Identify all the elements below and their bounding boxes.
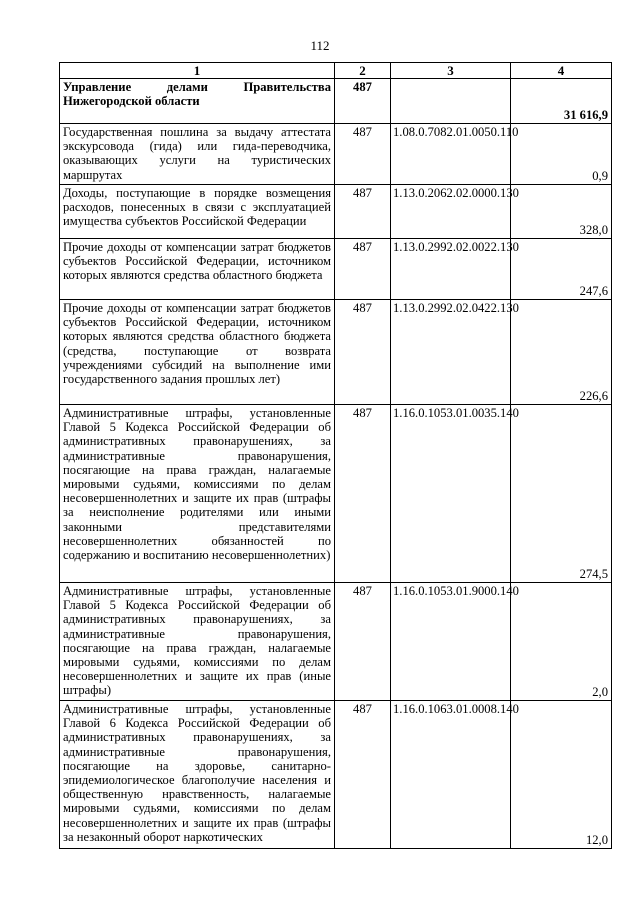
page-number: 112 xyxy=(310,38,330,53)
table-row xyxy=(60,124,612,185)
row-amount: 2,0 xyxy=(511,583,612,701)
table-header-row xyxy=(60,63,612,79)
row-amount: 247,6 xyxy=(511,239,612,300)
column-header-2: 2 xyxy=(335,63,391,79)
row-name: Доходы, поступающие в порядке возмещения расходов, понесенных в связи с эксплуатацией имущества субъектов Российской Федерации xyxy=(60,185,335,239)
row-name: Прочие доходы от компенсации затрат бюджетов субъектов Российской Федерации, источником которых являются средства областного бюджета xyxy=(60,239,335,300)
row-name: Административные штрафы, установленные Главой 6 Кодекса Российской Федерации об административных правонарушениях, за административные правонарушения, посягающие на здоровье, санитарно-эпидемиологическое благополучие населения и общественную нравственность, налагаемые мировыми судьями, комиссиями по делам несовершеннолетних и защите их прав (штрафы за незаконный оборот наркотических xyxy=(60,701,335,849)
revenue-table xyxy=(59,62,612,849)
row-revenue-code: 1.13.0.2992.02.0022.130 xyxy=(391,239,511,300)
table-row xyxy=(60,583,612,701)
row-admin-code: 487 xyxy=(335,300,391,405)
row-amount: 12,0 xyxy=(511,701,612,849)
row-amount: 226,6 xyxy=(511,300,612,405)
row-admin-code: 487 xyxy=(335,124,391,185)
row-admin-code: 487 xyxy=(335,239,391,300)
row-name: Административные штрафы, установленные Главой 5 Кодекса Российской Федерации об административных правонарушениях, за административные правонарушения, посягающие на права граждан, налагаемые мировыми судьями, комиссиями по делам несовершеннолетних и защите их прав (иные штрафы) xyxy=(60,583,335,701)
table-row xyxy=(60,79,612,124)
row-name: Административные штрафы, установленные Главой 5 Кодекса Российской Федерации об административных правонарушениях, за административные правонарушения, посягающие на права граждан, налагаемые мировыми судьями, комиссиями по делам несовершеннолетних и защите их прав (штрафы за неисполнение родителями или иными законными представителями несовершеннолетних обязанностей по содержанию и воспитанию несовершеннолетних) xyxy=(60,405,335,583)
row-revenue-code: 1.13.0.2992.02.0422.130 xyxy=(391,300,511,405)
row-name: Управление делами Правительства Нижегородской области xyxy=(60,79,335,124)
row-name: Государственная пошлина за выдачу аттестата экскурсовода (гида) или гида-переводчика, оказывающих услуги на туристических маршрутах xyxy=(60,124,335,185)
row-admin-code: 487 xyxy=(335,583,391,701)
row-admin-code: 487 xyxy=(335,79,391,124)
table-row xyxy=(60,239,612,300)
row-revenue-code xyxy=(391,79,511,124)
table-row xyxy=(60,185,612,239)
column-header-3: 3 xyxy=(391,63,511,79)
column-header-4: 4 xyxy=(511,63,612,79)
row-amount: 328,0 xyxy=(511,185,612,239)
row-revenue-code: 1.16.0.1053.01.0035.140 xyxy=(391,405,511,583)
row-amount: 31 616,9 xyxy=(511,79,612,124)
table-row xyxy=(60,701,612,849)
column-header-1: 1 xyxy=(60,63,335,79)
row-revenue-code: 1.16.0.1053.01.9000.140 xyxy=(391,583,511,701)
row-revenue-code: 1.16.0.1063.01.0008.140 xyxy=(391,701,511,849)
row-revenue-code: 1.13.0.2062.02.0000.130 xyxy=(391,185,511,239)
row-admin-code: 487 xyxy=(335,185,391,239)
row-name: Прочие доходы от компенсации затрат бюджетов субъектов Российской Федерации, источником которых являются средства областного бюджета (средства, поступающие от возврата учреждениями субсидий на выполнение ими государственного задания прошлых лет) xyxy=(60,300,335,405)
row-amount: 0,9 xyxy=(511,124,612,185)
row-admin-code: 487 xyxy=(335,701,391,849)
table-row xyxy=(60,300,612,405)
table-row xyxy=(60,405,612,583)
row-amount: 274,5 xyxy=(511,405,612,583)
row-revenue-code: 1.08.0.7082.01.0050.110 xyxy=(391,124,511,185)
row-admin-code: 487 xyxy=(335,405,391,583)
